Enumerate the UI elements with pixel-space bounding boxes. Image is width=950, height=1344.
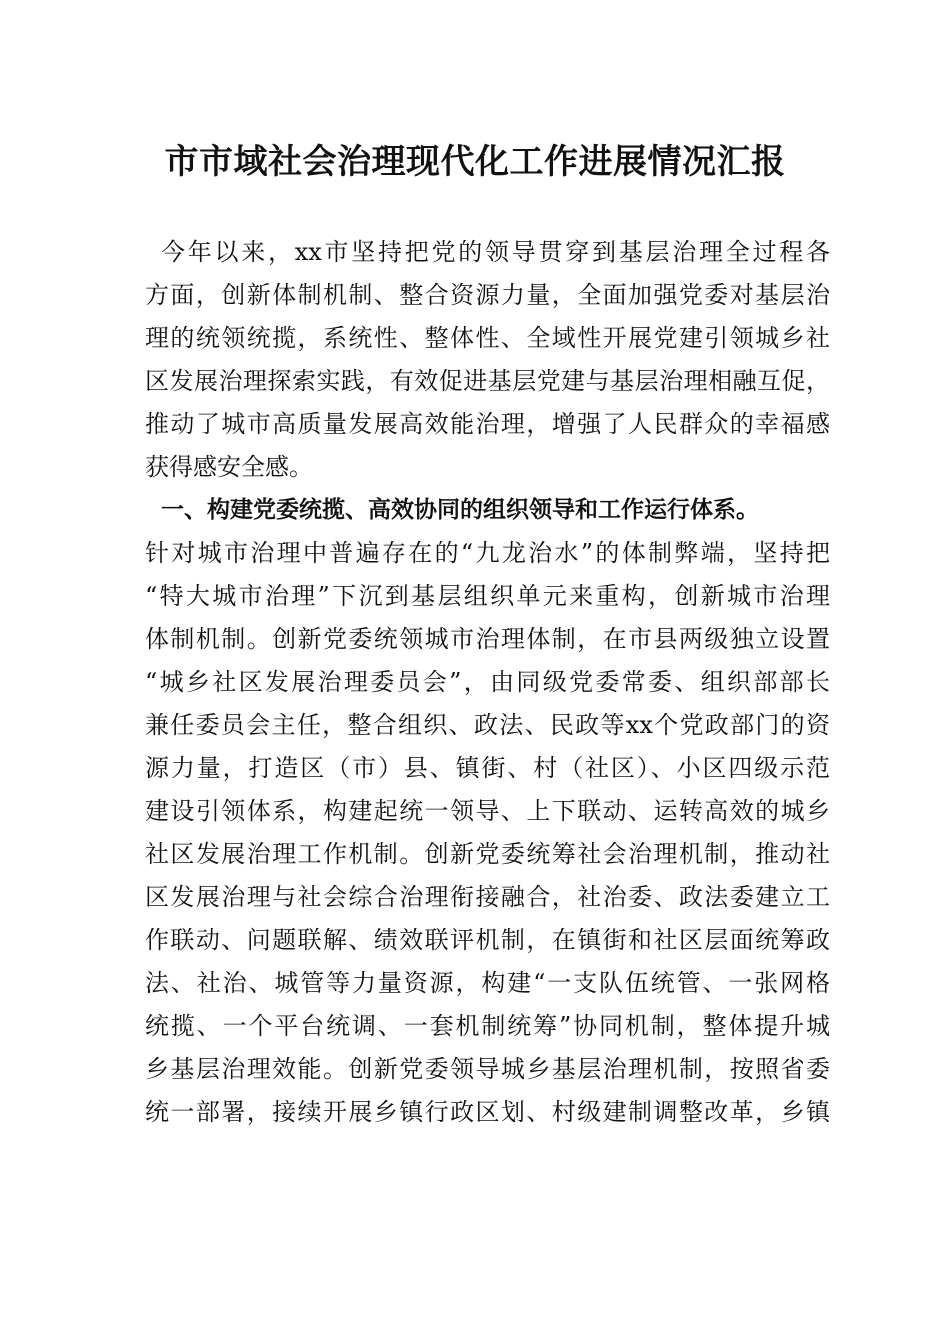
paragraph-line: “特大城市治理”下沉到基层组织单元来重构，创新城市治理 xyxy=(145,582,830,610)
paragraph-line: 今年以来，xx市坚持把党的领导贯穿到基层治理全过程各 xyxy=(161,238,830,266)
paragraph-line: 法、社治、城管等力量资源，构建“一支队伍统管、一张网格 xyxy=(145,969,830,997)
paragraph-line: 统揽、一个平台统调、一套机制统筹”协同机制，整体提升城 xyxy=(145,1012,830,1040)
paragraph-line: 区发展治理与社会综合治理衔接融合，社治委、政法委建立工 xyxy=(145,883,830,911)
paragraph-line: 获得感安全感。 xyxy=(145,453,313,481)
paragraph-line: 针对城市治理中普遍存在的“九龙治水”的体制弊端，坚持把 xyxy=(145,539,830,567)
paragraph-line: 乡基层治理效能。创新党委领导城乡基层治理机制，按照省委 xyxy=(145,1055,830,1083)
paragraph-line: 推动了城市高质量发展高效能治理，增强了人民群众的幸福感 xyxy=(145,410,830,438)
paragraph-line: 源力量，打造区（市）县、镇街、村（社区）、小区四级示范 xyxy=(145,754,830,782)
paragraph-line: 区发展治理探索实践，有效促进基层党建与基层治理相融互促， xyxy=(145,367,830,395)
paragraph-line: 理的统领统揽，系统性、整体性、全域性开展党建引领城乡社 xyxy=(145,324,830,352)
section-1 xyxy=(145,489,830,1134)
section-heading: 一、构建党委统揽、高效协同的组织领导和工作运行体系。 xyxy=(161,497,759,523)
paragraph-line: 统一部署，接续开展乡镇行政区划、村级建制调整改革，乡镇 xyxy=(145,1098,830,1126)
paragraph-line: “城乡社区发展治理委员会”，由同级党委常委、组织部部长 xyxy=(145,668,830,696)
paragraph-line: 兼任委员会主任，整合组织、政法、民政等xx个党政部门的资 xyxy=(145,711,830,739)
document-title: 市市域社会治理现代化工作进展情况汇报 xyxy=(164,142,786,182)
document-body xyxy=(145,231,830,1134)
intro-paragraph xyxy=(145,231,830,489)
paragraph-line: 社区发展治理工作机制。创新党委统筹社会治理机制，推动社 xyxy=(145,840,830,868)
paragraph-line: 体制机制。创新党委统领城市治理体制，在市县两级独立设置 xyxy=(145,625,830,653)
paragraph-line: 建设引领体系，构建起统一领导、上下联动、运转高效的城乡 xyxy=(145,797,830,825)
paragraph-line: 作联动、问题联解、绩效联评机制，在镇街和社区层面统筹政 xyxy=(145,926,830,954)
paragraph-line: 方面，创新体制机制、整合资源力量，全面加强党委对基层治 xyxy=(145,281,830,309)
